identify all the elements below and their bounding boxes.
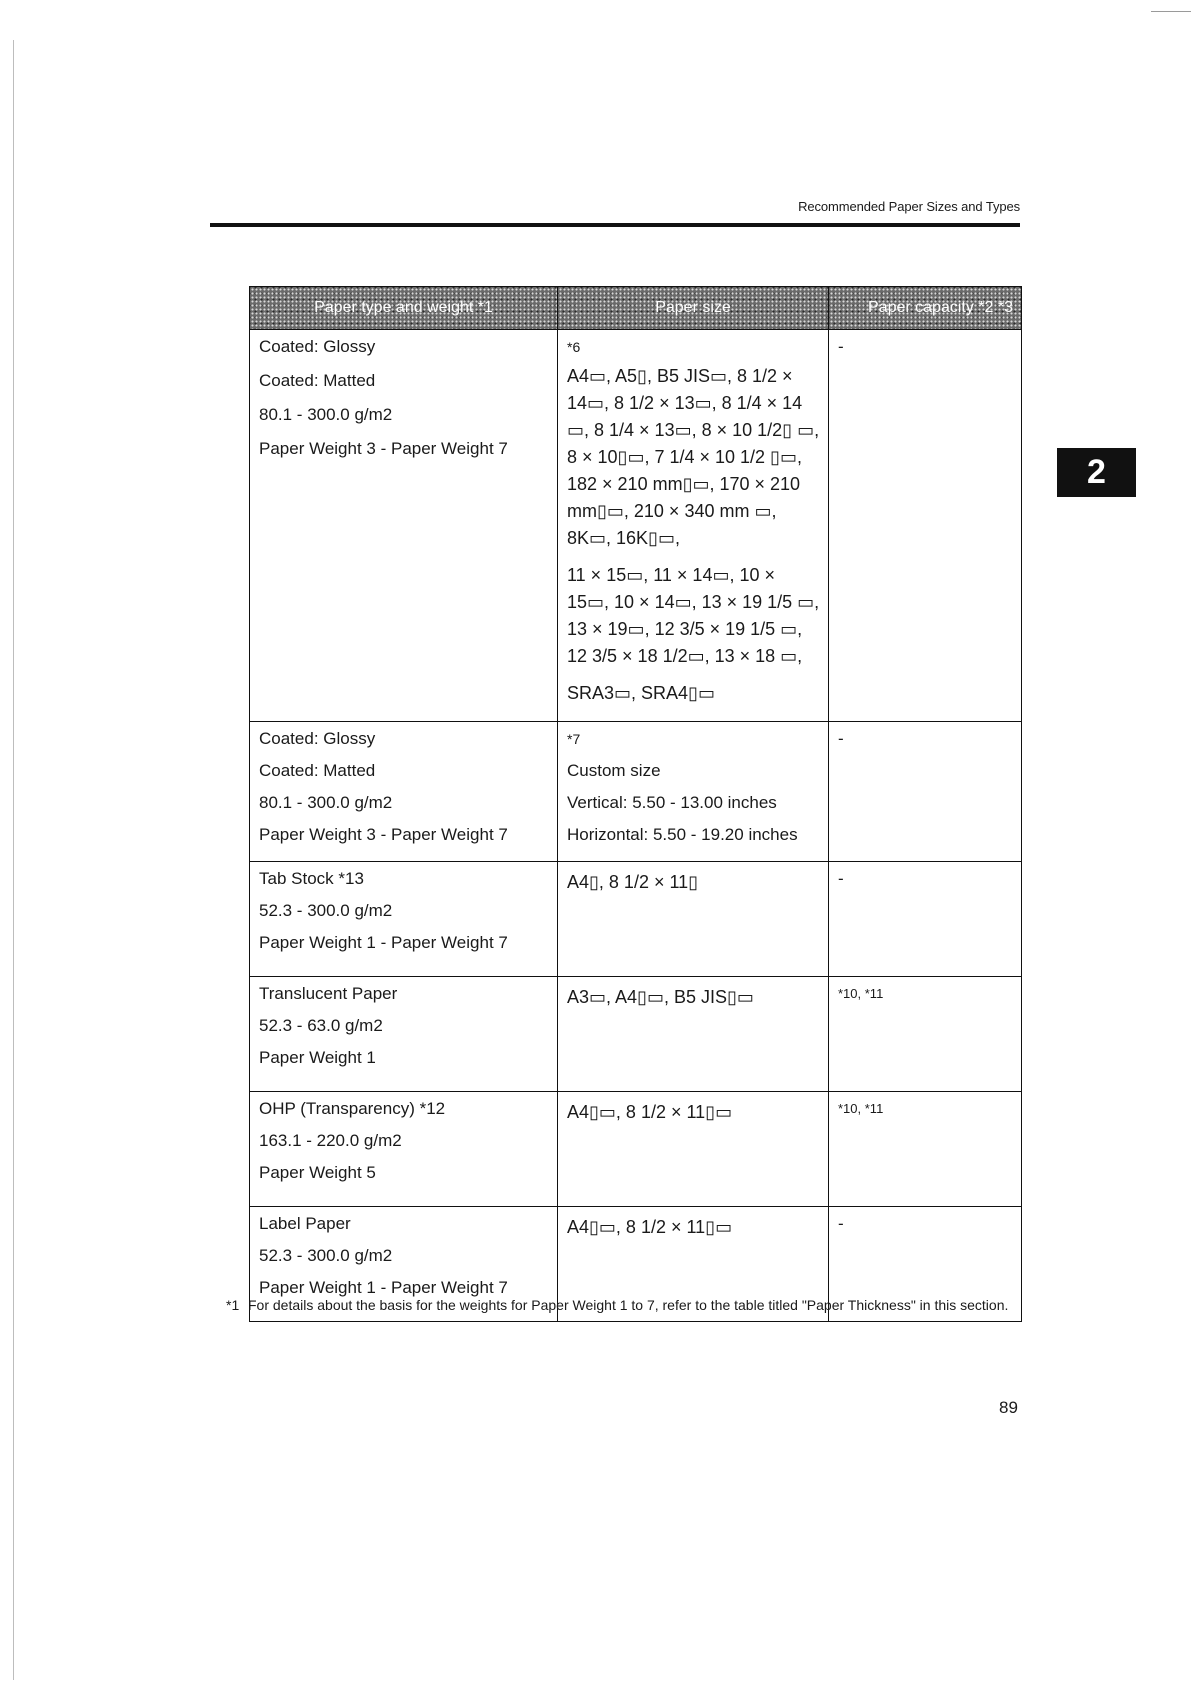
paper-weight-range: 80.1 - 300.0 g/m2 xyxy=(259,405,393,424)
header-paper-capacity: Paper capacity *2 *3 xyxy=(829,287,1022,330)
paper-size-list: SRA3▭, SRA4▯▭ xyxy=(567,683,715,703)
paper-size-list: A4▭, A5▯, B5 JIS▭, 8 1/2 × 14▭, 8 1/2 × 13▭, 8 1/4 × 14 ▭, 8 1/4 × 13▭, 8 × 10 1/2▯ ▭, 8 × 10▯▭, 7 1/4 × 10 1/2 ▯▭, 182 × 210 mm▯▭, 170 × 210 mm▯▭, 210 × 340 mm ▭, 8K▭, 16K▯▭, xyxy=(567,366,820,548)
footnote xyxy=(226,1292,1026,1318)
custom-size-horizontal: Horizontal: 5.50 - 19.20 inches xyxy=(567,825,798,844)
header-rule xyxy=(210,223,1020,227)
paper-size-list: A4▯▭, 8 1/2 × 11▯▭ xyxy=(567,1217,733,1237)
footnote-mark: *1 xyxy=(226,1297,240,1313)
paper-weight-class: Paper Weight 1 xyxy=(259,1048,376,1067)
paper-size-list: 11 × 15▭, 11 × 14▭, 10 × 15▭, 10 × 14▭, 13 × 19 1/5 ▭, 13 × 19▭, 12 3/5 × 19 1/5 ▭, 12 3/5 × 18 1/2▭, 13 × 18 ▭, xyxy=(567,565,820,666)
paper-type-table xyxy=(249,286,1022,1322)
paper-size-cell xyxy=(558,722,829,862)
paper-capacity-cell: *10, *11 xyxy=(829,1092,1022,1207)
paper-size-list: A4▯▭, 8 1/2 × 11▯▭ xyxy=(567,1102,733,1122)
paper-capacity-cell: - xyxy=(829,1207,1022,1322)
paper-size-list: A3▭, A4▯▭, B5 JIS▯▭ xyxy=(567,987,754,1007)
paper-weight-class: Paper Weight 1 - Paper Weight 7 xyxy=(259,1278,508,1297)
paper-weight-range: 52.3 - 300.0 g/m2 xyxy=(259,901,393,920)
custom-size-label: Custom size xyxy=(567,761,661,780)
page-number: 89 xyxy=(999,1398,1018,1417)
size-footnote-ref: *6 xyxy=(567,339,581,355)
corner-line xyxy=(1151,11,1191,12)
table-row xyxy=(250,862,1022,977)
page-edge-line xyxy=(13,40,14,1680)
paper-weight-range: 80.1 - 300.0 g/m2 xyxy=(259,793,393,812)
paper-type-line: Coated: Glossy xyxy=(259,337,376,356)
paper-weight-range: 52.3 - 63.0 g/m2 xyxy=(259,1016,383,1035)
paper-type-line: Tab Stock *13 xyxy=(259,869,364,888)
header-paper-size: Paper size xyxy=(558,287,829,330)
paper-type-line: OHP (Transparency) *12 xyxy=(259,1099,446,1118)
paper-type-line: Coated: Matted xyxy=(259,371,376,390)
footnote-text: For details about the basis for the weights for Paper Weight 1 to 7, refer to the table titled "Paper Thickness" in this section. xyxy=(248,1297,1009,1313)
paper-type-cell xyxy=(250,330,558,722)
paper-type-line: Translucent Paper xyxy=(259,984,398,1003)
paper-type-line: Coated: Glossy xyxy=(259,729,376,748)
custom-size-vertical: Vertical: 5.50 - 13.00 inches xyxy=(567,793,777,812)
table-row xyxy=(250,330,1022,722)
paper-capacity-cell: - xyxy=(829,722,1022,862)
paper-type-cell xyxy=(250,722,558,862)
paper-type-line: Label Paper xyxy=(259,1214,351,1233)
paper-capacity-cell: - xyxy=(829,330,1022,722)
paper-size-cell xyxy=(558,977,829,1092)
paper-capacity-cell: *10, *11 xyxy=(829,977,1022,1092)
running-head: Recommended Paper Sizes and Types xyxy=(798,199,1020,214)
table-row xyxy=(250,722,1022,862)
paper-type-cell xyxy=(250,862,558,977)
paper-type-line: Coated: Matted xyxy=(259,761,376,780)
chapter-tab: 2 xyxy=(1057,448,1136,497)
paper-weight-range: 52.3 - 300.0 g/m2 xyxy=(259,1246,393,1265)
paper-weight-class: Paper Weight 3 - Paper Weight 7 xyxy=(259,825,508,844)
paper-weight-range: 163.1 - 220.0 g/m2 xyxy=(259,1131,402,1150)
paper-size-cell xyxy=(558,862,829,977)
table-row xyxy=(250,977,1022,1092)
paper-weight-class: Paper Weight 5 xyxy=(259,1163,376,1182)
paper-size-cell xyxy=(558,1092,829,1207)
paper-weight-class: Paper Weight 3 - Paper Weight 7 xyxy=(259,439,508,458)
paper-size-list: A4▯, 8 1/2 × 11▯ xyxy=(567,872,699,892)
header-paper-type: Paper type and weight *1 xyxy=(250,287,558,330)
table-header-row xyxy=(250,287,1022,330)
size-footnote-ref: *7 xyxy=(567,731,581,747)
paper-capacity-cell: - xyxy=(829,862,1022,977)
paper-type-cell xyxy=(250,977,558,1092)
paper-weight-class: Paper Weight 1 - Paper Weight 7 xyxy=(259,933,508,952)
paper-type-cell xyxy=(250,1092,558,1207)
paper-size-cell xyxy=(558,330,829,722)
table-row xyxy=(250,1092,1022,1207)
